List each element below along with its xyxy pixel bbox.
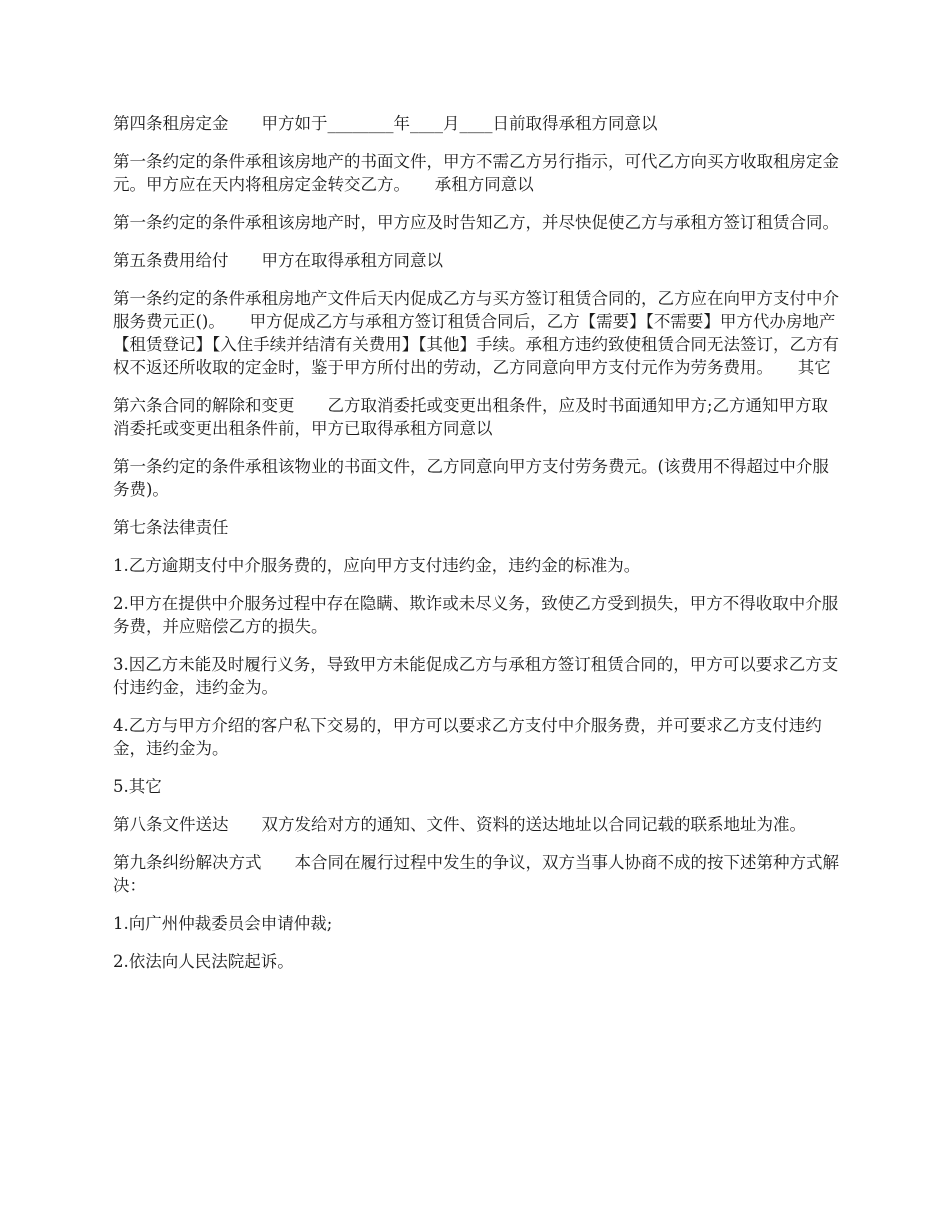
paragraph-fee-payment: 第一条约定的条件承租房地产文件后天内促成乙方与买方签订租赁合同的，乙方应在向甲方支付中介服务费元正()。 甲方促成乙方与承租方签订租赁合同后，乙方【需要】【不需要】甲方代办房地产【租赁登记】【入住手续并结清有关费用】【其他】手续。承租方违约致使租赁合同无法签订，乙方有权不返还所收取的定金时，鉴于甲方所付出的劳动，乙方同意向甲方支付元作为劳务费用。 其它 [113,289,839,377]
paragraph-article-8-delivery: 第八条文件送达 双方发给对方的通知、文件、资料的送达地址以合同记载的联系地址为准。 [113,815,806,834]
document-body [113,112,841,988]
paragraph-liability-item-2: 2.甲方在提供中介服务过程中存在隐瞒、欺诈或未尽义务，致使乙方受到损失，甲方不得收取中介服务费，并应赔偿乙方的损失。 [113,594,839,636]
paragraph-article-5-fees: 第五条费用给付 甲方在取得承租方同意以 [113,251,443,270]
paragraph-article-4-deposit: 第四条租房定金 甲方如于________年____月____日前取得承租方同意以 [113,114,658,133]
paragraph-article-6-termination: 第六条合同的解除和变更 乙方取消委托或变更出租条件，应及时书面通知甲方;乙方通知甲方取消委托或变更出租条件前，甲方已取得承租方同意以 [113,396,829,438]
paragraph-liability-item-3: 3.因乙方未能及时履行义务，导致甲方未能促成乙方与承租方签订租赁合同的，甲方可以要求乙方支付违约金，违约金为。 [113,655,839,697]
paragraph-deposit-notice: 第一条约定的条件承租该房地产时，甲方应及时告知乙方，并尽快促使乙方与承租方签订租赁合同。 [113,213,839,232]
paragraph-termination-fee: 第一条约定的条件承租该物业的书面文件，乙方同意向甲方支付劳务费元。(该费用不得超过中介服务费)。 [113,457,829,499]
paragraph-article-9-disputes: 第九条纠纷解决方式 本合同在履行过程中发生的争议，双方当事人协商不成的按下述第种方式解决： [113,853,839,895]
paragraph-article-7-liability: 第七条法律责任 [113,518,229,537]
paragraph-dispute-option-2: 2.依法向人民法院起诉。 [113,952,294,971]
paragraph-deposit-collection: 第一条约定的条件承租该房地产的书面文件，甲方不需乙方另行指示，可代乙方向买方收取租房定金元。甲方应在天内将租房定金转交乙方。 承租方同意以 [113,152,839,194]
paragraph-liability-item-1: 1.乙方逾期支付中介服务费的，应向甲方支付违约金，违约金的标准为。 [113,556,641,575]
paragraph-liability-item-5: 5.其它 [113,777,162,796]
paragraph-dispute-option-1: 1.向广州仲裁委员会申请仲裁; [113,914,333,933]
paragraph-liability-item-4: 4.乙方与甲方介绍的客户私下交易的，甲方可以要求乙方支付中介服务费，并可要求乙方支付违约金，违约金为。 [113,716,822,758]
